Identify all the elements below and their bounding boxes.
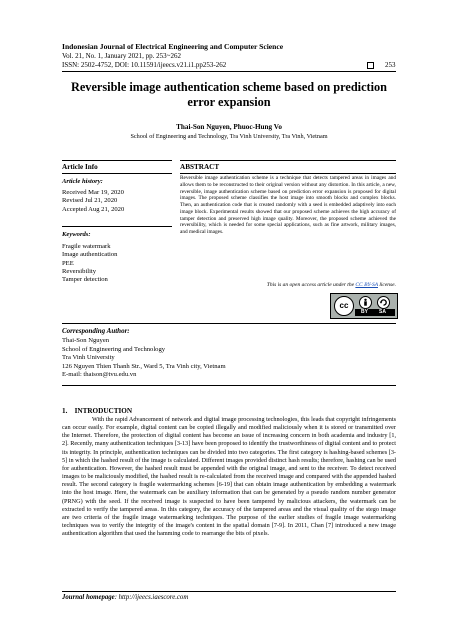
abstract-paragraph: Reversible image authentication scheme is a technique that detects tampered areas in images and allows them to be reconstructed to their original version without any distortion. In this article, a new, reversible, image authentication scheme based on prediction error expansion is proposed for digital images. The proposed scheme classifies the host image into smooth blocks and complex blocks. Then, an authentication code that is created randomly with a seed is embedded adaptively into each image block. Experimental results showed that our proposed scheme achieves the high accuracy of tamper detection and preserved high image quality. Moreover, the proposed scheme achieved the reversibility, which is needed for some special applications, such as fine artwork, military images, and medical images. [180,175,396,235]
keyword-item: PEE [62,259,74,267]
journal-homepage-footer [62,594,188,601]
open-access-statement [180,282,396,288]
corresponding-name: Thai-Son Nguyen [62,337,110,344]
cc-by-sa-link[interactable]: CC BY-SA [355,282,378,288]
keywords-heading: Keywords: [62,231,91,238]
cc-by-sa-badge[interactable] [330,293,398,319]
section-number: 1. [62,407,68,415]
share-alike-icon [377,296,390,309]
corresponding-school: School of Engineering and Technology [62,345,166,353]
abstract-top-rule [180,160,396,161]
corresponding-bottom-rule [62,385,396,386]
corresponding-address: 126 Nguyen Thien Thanh Str., Ward 5, Tra Vinh city, Vietnam [62,362,226,370]
history-keywords-rule [62,226,172,227]
license-strip [355,309,395,316]
keywords-block [62,231,172,284]
keyword-item: Fragile watermark [62,243,111,251]
author-affiliation: School of Engineering and Technology, Tra Vinh University, Tra Vinh, Vietnam [130,133,328,140]
history-accepted: Accepted Aug 21, 2020 [62,205,125,213]
journal-name: Indonesian Journal of Electrical Engineering and Computer Science [62,42,284,51]
keyword-item: Tamper detection [62,276,108,284]
corresponding-university: Tra Vinh University [62,354,115,362]
checkbox-square-icon [367,62,374,69]
article-info-top-rule [62,160,172,161]
keyword-item: Reversibility [62,267,97,275]
corresponding-top-rule [62,323,396,324]
open-access-prefix: This is an open access article under the [266,282,356,288]
article-history [62,178,172,214]
page-number: 253 [385,61,396,69]
license-sa-label: SA [379,309,386,315]
abstract-body [180,175,396,236]
author-list: Thai-Son Nguyen, Phuoc-Hung Vo [176,123,282,131]
section-title-text: INTRODUCTION [74,407,133,415]
attribution-icon [359,296,372,309]
creative-commons-icon [334,296,354,316]
footer-divider [62,591,396,592]
introduction-paragraph: With the rapid Advancement of network and digital image processing technologies, this leads that copyright infringements can occur easily. For example, digital content can be copied illegally and modified maliciously when it is stored or transmitted over the Internet. Therefore, the protection of digital content has become an issue of increasing concern in both academia and industry [1, 2]. Recently, many authentication techniques [3-13] have been proposed to identify the trustworthiness of digital content and to protect its integrity. In principle, authentication techniques can be divided into two categories. The first category is hashing-based schemes [3-5] in which the hashed result of the image is calculated. Different images provided distinct hash results; therefore, hashing can be used for authentication. However, the hashed result must be appended with the original image, and sent to the receiver. To detect received images to be maliciously modified, the hashed result is re-calculated from the received image and compared with the appended hashed result. The second category is fragile watermarking schemes [6-19] that can obtain image authentication by embedding a watermark into the host image. Here, the watermark can be auxiliary information that can be generated by a pseudo random number generator (PRNG) with the seed. If the received image is suspected to have been tampered by malicious attackers, the watermark can be extracted to verify the tampered areas. In this category, the accuracy of the tampered areas and the visual quality of the stego image are two criteria of the fragile image watermarking techniques. The purpose of the earlier studies of fragile image watermarking techniques was to verify the integrity of the image's content in the spatial domain [7-9]. In 2011, Chan [7] introduced a new image authentication algorithm that used the hamming code to rearrange the bits of pixels. [62,416,396,538]
article-info-sub-rule [62,173,172,174]
journal-volume: Vol. 21, No. 1, January 2021, pp. 253~262 [62,52,181,60]
journal-homepage-link[interactable]: : http://ijeecs.iaescore.com [114,594,189,601]
footer-label: Journal homepage [62,594,115,601]
license-by-label: BY [361,309,368,315]
header-divider [62,71,396,72]
corresponding-email: E-mail: thaison@tvu.edu.vn [62,371,137,379]
abstract-heading: ABSTRACT [180,163,220,171]
open-access-suffix: license. [377,282,396,288]
keyword-item: Image authentication [62,251,118,259]
abstract-sub-rule [180,173,396,174]
cc-logo-text: cc [339,301,349,310]
article-history-heading: Article history: [62,178,103,185]
corresponding-details [62,337,396,380]
article-info-heading: Article Info [62,163,98,171]
journal-issn-doi: ISSN: 2502-4752, DOI: 10.11591/ijeecs.v21.i1.pp253-262 [62,61,227,69]
paper-title: Reversible image authentication scheme based on prediction error expansion [70,80,388,109]
introduction-heading [62,407,132,415]
corresponding-heading: Corresponding Author: [62,327,130,335]
history-received: Received Mar 19, 2020 [62,189,124,197]
history-revised: Revised Jul 21, 2020 [62,197,118,205]
introduction-body [62,416,396,538]
